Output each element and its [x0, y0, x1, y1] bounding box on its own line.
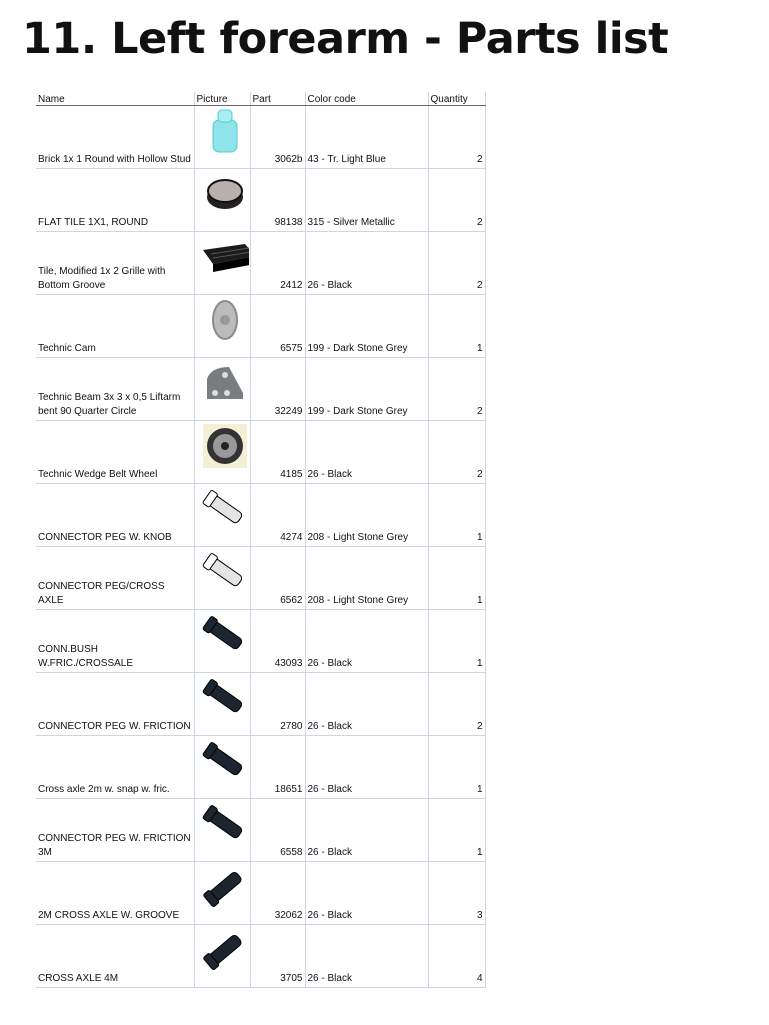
part-number: 6575 — [250, 295, 305, 358]
part-number: 2412 — [250, 232, 305, 295]
color-code: 26 - Black — [305, 232, 428, 295]
part-picture — [194, 799, 250, 862]
header-picture: Picture — [194, 92, 250, 106]
part-name: CROSS AXLE 4M — [36, 925, 194, 988]
color-code: 199 - Dark Stone Grey — [305, 295, 428, 358]
round-brick-icon — [201, 109, 249, 153]
part-picture — [194, 547, 250, 610]
color-code: 315 - Silver Metallic — [305, 169, 428, 232]
part-number: 32249 — [250, 358, 305, 421]
quantity: 1 — [428, 547, 485, 610]
table-row — [36, 547, 485, 610]
peg-knob-icon — [201, 487, 249, 531]
quantity: 2 — [428, 421, 485, 484]
part-name: Technic Beam 3x 3 x 0,5 Liftarm bent 90 Quarter Circle — [36, 358, 194, 421]
quantity: 1 — [428, 295, 485, 358]
color-code: 199 - Dark Stone Grey — [305, 358, 428, 421]
part-number: 18651 — [250, 736, 305, 799]
part-number: 6562 — [250, 547, 305, 610]
table-row — [36, 799, 485, 862]
color-code: 26 - Black — [305, 673, 428, 736]
quantity: 2 — [428, 232, 485, 295]
part-number: 3062b — [250, 106, 305, 169]
part-number: 3705 — [250, 925, 305, 988]
axle-4m-icon — [201, 928, 249, 972]
color-code: 208 - Light Stone Grey — [305, 484, 428, 547]
part-picture — [194, 673, 250, 736]
bush-icon — [201, 613, 249, 657]
part-number: 2780 — [250, 673, 305, 736]
table-row — [36, 232, 485, 295]
part-name: CONNECTOR PEG W. FRICTION 3M — [36, 799, 194, 862]
part-number: 98138 — [250, 169, 305, 232]
peg-axle-icon — [201, 550, 249, 594]
color-code: 26 - Black — [305, 421, 428, 484]
table-header — [36, 92, 485, 106]
part-picture — [194, 232, 250, 295]
part-name: CONNECTOR PEG W. KNOB — [36, 484, 194, 547]
part-name: CONNECTOR PEG W. FRICTION — [36, 673, 194, 736]
part-name: FLAT TILE 1X1, ROUND — [36, 169, 194, 232]
grille-tile-icon — [201, 235, 249, 279]
part-number: 32062 — [250, 862, 305, 925]
parts-table — [36, 92, 486, 988]
color-code: 26 - Black — [305, 610, 428, 673]
table-row — [36, 295, 485, 358]
header-name: Name — [36, 92, 194, 106]
quantity: 1 — [428, 799, 485, 862]
part-picture — [194, 169, 250, 232]
part-number: 6558 — [250, 799, 305, 862]
peg-3m-icon — [201, 802, 249, 846]
table-row — [36, 610, 485, 673]
table-row — [36, 484, 485, 547]
part-picture — [194, 610, 250, 673]
technic-cam-icon — [201, 298, 249, 342]
quantity: 2 — [428, 106, 485, 169]
table-row — [36, 673, 485, 736]
part-number: 43093 — [250, 610, 305, 673]
color-code: 43 - Tr. Light Blue — [305, 106, 428, 169]
table-row — [36, 169, 485, 232]
part-number: 4185 — [250, 421, 305, 484]
header-quantity: Quantity — [428, 92, 485, 106]
part-name: 2M CROSS AXLE W. GROOVE — [36, 862, 194, 925]
color-code: 208 - Light Stone Grey — [305, 547, 428, 610]
header-part: Part — [250, 92, 305, 106]
quantity: 2 — [428, 358, 485, 421]
peg-friction-icon — [201, 676, 249, 720]
axle-2m-icon — [201, 865, 249, 909]
quantity: 1 — [428, 484, 485, 547]
wheel-icon — [201, 424, 249, 468]
part-name: Technic Wedge Belt Wheel — [36, 421, 194, 484]
quantity: 3 — [428, 862, 485, 925]
round-tile-icon — [201, 172, 249, 216]
quantity: 2 — [428, 673, 485, 736]
table-row — [36, 358, 485, 421]
quantity: 1 — [428, 610, 485, 673]
quantity: 2 — [428, 169, 485, 232]
part-number: 4274 — [250, 484, 305, 547]
color-code: 26 - Black — [305, 799, 428, 862]
table-row — [36, 421, 485, 484]
part-name: CONNECTOR PEG/CROSS AXLE — [36, 547, 194, 610]
part-name: Technic Cam — [36, 295, 194, 358]
cross-axle-snap-icon — [201, 739, 249, 783]
color-code: 26 - Black — [305, 736, 428, 799]
part-picture — [194, 295, 250, 358]
part-picture — [194, 421, 250, 484]
part-name: Brick 1x 1 Round with Hollow Stud — [36, 106, 194, 169]
page-title: 11. Left forearm - Parts list — [22, 14, 669, 64]
table-row — [36, 925, 485, 988]
part-picture — [194, 925, 250, 988]
part-picture — [194, 736, 250, 799]
liftarm-icon — [201, 361, 249, 405]
table-row — [36, 736, 485, 799]
quantity: 4 — [428, 925, 485, 988]
table-row — [36, 106, 485, 169]
part-name: CONN.BUSH W.FRIC./CROSSALE — [36, 610, 194, 673]
color-code: 26 - Black — [305, 862, 428, 925]
table-row — [36, 862, 485, 925]
part-picture — [194, 358, 250, 421]
part-picture — [194, 106, 250, 169]
part-name: Tile, Modified 1x 2 Grille with Bottom Groove — [36, 232, 194, 295]
part-picture — [194, 862, 250, 925]
part-name: Cross axle 2m w. snap w. fric. — [36, 736, 194, 799]
color-code: 26 - Black — [305, 925, 428, 988]
quantity: 1 — [428, 736, 485, 799]
part-picture — [194, 484, 250, 547]
header-color: Color code — [305, 92, 428, 106]
